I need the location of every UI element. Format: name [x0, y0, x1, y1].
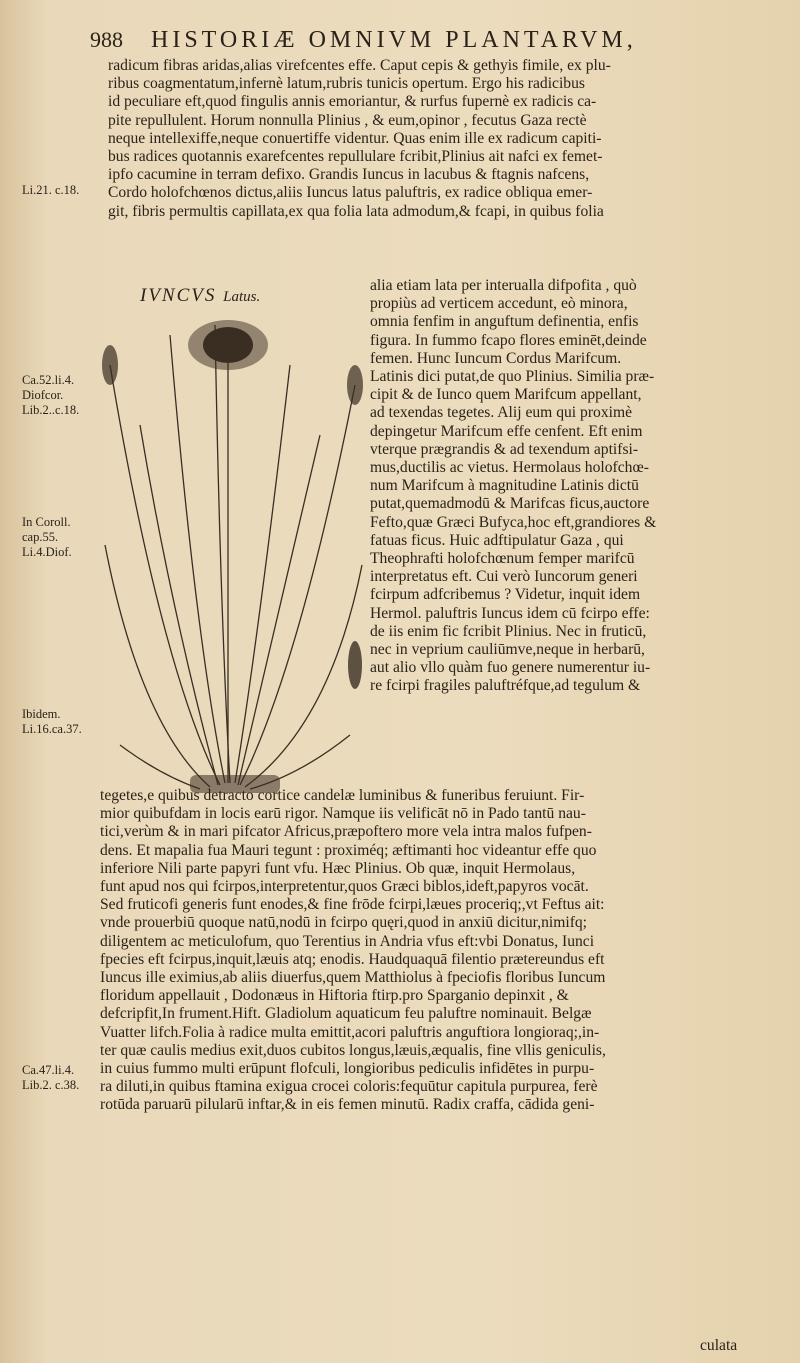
text-line: floridum appellauit , Dodonæus in Hiftoria ftirp.pro Sparganio depinxit , & [100, 987, 569, 1005]
text-line: dens. Et mapalia fua Mauri tegunt : proximéq; æftimanti hoc videantur effe quo [100, 841, 597, 859]
margin-note-line: Ca.52.li.4. [22, 373, 75, 387]
text-line: fatuas ficus. Huic adftipulatur Gaza , qui [370, 531, 624, 549]
text-line: figura. In fummo fcapo flores eminēt,deinde [370, 331, 647, 349]
margin-note-line: Ca.47.li.4. [22, 1063, 75, 1077]
text-line: Iuncus ille eximius,ab aliis diuerfus,quem Matthiolus à fpeciofis floribus Iuncum [100, 969, 606, 987]
text-line: Sed fruticofi generis funt enodes,& fine frōde fcirpi,læues proceriq;,vt Feftus ait: [100, 896, 605, 914]
text-line: inferiore Nili parte papyri funt vfu. Hæc Plinius. Ob quæ, inquit Hermolaus, [100, 859, 576, 877]
margin-note [22, 183, 79, 198]
margin-note-line: Li.21. c.18. [22, 183, 80, 197]
text-line: propiùs ad verticem accedunt, eò minora, [370, 295, 628, 313]
figure-caption [140, 285, 260, 307]
text-line: Latinis dici putat,de quo Plinius. Similia præ- [370, 368, 655, 386]
text-line: pite repullulent. Horum nonnulla Plinius , & eum,opinor , fecutus Gaza rectè [108, 111, 587, 129]
text-line: ra diluti,in quibus ftamina exigua crocei coloris:fequūtur capitula purpurea, ferè [100, 1078, 598, 1096]
margin-note-line: cap.55. [22, 530, 59, 544]
margin-note-line: Lib.2..c.18. [22, 403, 80, 417]
text-line: Cordo holofchœnos dictus,aliis Iuncus latus paluftris, ex radice obliqua emer- [108, 184, 593, 202]
margin-note-line: Lib.2. c.38. [22, 1078, 80, 1092]
running-title: HISTORIÆ OMNIVM PLANTARVM, [151, 26, 637, 53]
text-line: depingetur Marifcum effe cenfent. Eft enim [370, 422, 643, 440]
text-line: femen. Hunc Iuncum Cordus Marifcum. [370, 349, 622, 367]
text-line: fcirpum adfcribemus ? Videtur, inquit idem [370, 586, 641, 604]
text-line: Hermol. paluftris Iuncus idem cū fcirpo effe: [370, 604, 650, 622]
text-line: cipit & de Iunco quem Marifcum appellant, [370, 386, 642, 404]
text-line: omnia fenfim in anguftum definentia, enfis [370, 313, 639, 331]
text-line: funt apud nos qui fcirpos,interpretentur,quos Græci biblos,ideft,papyros vocāt. [100, 878, 589, 896]
text-line: Theophrafti holofchœnum femper marifcū [370, 550, 635, 568]
text-line: ter quæ caulis medius exit,duos cubitos longus,læuis,æqualis, fine vllis geniculis, [100, 1041, 606, 1059]
page-header [90, 20, 770, 60]
text-line: mior quibufdam in locis earū rigor. Namque iis velificāt nō in Pado tantū nau- [100, 805, 586, 823]
catchword: culata [700, 1337, 738, 1354]
text-line: diligentem ac meticulofum, quo Terentius in Andria vfus eft:vbi Donatus, Iunci [100, 932, 595, 950]
figure-side-paragraph [370, 277, 770, 696]
margin-note-line: Diofcor. [22, 388, 64, 402]
caption-subtitle: Latus. [223, 289, 261, 305]
text-line: fpecies eft fcirpus,inquit,læuis atq; enodis. Haudquaquā filentio prætereundus eft [100, 950, 605, 968]
text-line: rotūda paruarū pilularū inftar,& in eis femen minutū. Radix craffa, cādida geni- [100, 1096, 595, 1114]
text-line: in cuius fummo multi erūpunt flofculi, longioribus pediculis infidētes in purpu- [100, 1060, 595, 1078]
text-line: tici,verùm & in mari pifcator Africus,præpoftero more vela intra malos fufpen- [100, 823, 592, 841]
text-line: Vuatter lifch.Folia à radice multa emittit,acori paluftris anguftiora longioraq;,in- [100, 1023, 600, 1041]
text-line: git, fibris permultis capillata,ex qua folia lata admodum,& fcapi, in quibus folia [108, 202, 604, 220]
text-line: neque intellexiffe,neque conuertiffe videntur. Quas enim ille ex radicum capiti- [108, 129, 602, 147]
text-line: de iis enim fic fcribit Plinius. Nec in fruticū, [370, 622, 647, 640]
text-line: id peculiare eft,quod fingulis annis emoriantur, & rurfus fupernè ex radicis ca- [108, 93, 597, 111]
text-line: defcripfit,In frument.Hift. Gladiolum aquaticum feu paluftre nominauit. Belgæ [100, 1005, 592, 1023]
text-line: ad texendas tegetes. Alij eum qui proximè [370, 404, 632, 422]
text-line: nec in veprium cauliūmve,neque in herbarū, [370, 641, 645, 659]
text-line: ipfo cacumine in terram defixo. Grandis Iuncus in lacubus & ftagnis nafcens, [108, 166, 590, 184]
margin-note-line: Ibidem. [22, 707, 61, 721]
text-line: vterque prægrandis & ad texendum aptifsi- [370, 440, 639, 458]
text-line: bus radices quotannis exarefcentes repullulare fcribit,Plinius ait nafci ex femet- [108, 148, 603, 166]
margin-note [22, 515, 72, 560]
margin-note-line: Li.16.ca.37. [22, 722, 82, 736]
text-line: putat,quemadmodū & Marifcas ficus,auctore [370, 495, 650, 513]
caption-title: IVNCVS [140, 285, 217, 306]
lower-paragraph [100, 787, 770, 1115]
text-line: num Marifcum à magnitudine Latinis dictū [370, 477, 639, 495]
margin-note-line: Li.4.Diof. [22, 545, 72, 559]
text-line: ribus coagmentatum,infernè latum,rubris tunicis opertum. Ergo his radicibus [108, 75, 585, 93]
intro-paragraph [108, 57, 768, 221]
text-line: vnde prouerbiū quoque natū,nodū in fcirpo quęri,quod in anxiū dicitur,nimifq; [100, 914, 588, 932]
text-line: Fefto,quæ Græci Bufyca,hoc eft,grandiores & [370, 513, 657, 531]
text-line: aut alio vllo quàm fuo genere numerentur iu- [370, 659, 651, 677]
plant-illustration [100, 305, 370, 805]
text-line: alia etiam lata per interualla difpofita , quò [370, 277, 637, 294]
page-number: 988 [90, 27, 123, 52]
margin-note [22, 373, 79, 418]
text-line: re fcirpi fragiles paluftréfque,ad tegulum & [370, 677, 641, 695]
text-line: radicum fibras aridas,alias virefcentes effe. Caput cepis & gethyis fimile, ex plu- [108, 57, 611, 74]
margin-note [22, 1063, 79, 1093]
text-line: tegetes,e quibus detracto cortice candelæ luminibus & funeribus feruiunt. Fir- [100, 787, 585, 804]
margin-note-line: In Coroll. [22, 515, 71, 529]
text-line: interpretatus eft. Cui verò Iuncorum generi [370, 568, 638, 586]
margin-note [22, 707, 82, 737]
text-line: mus,ductilis ac vietus. Hermolaus holofchœ- [370, 459, 649, 477]
